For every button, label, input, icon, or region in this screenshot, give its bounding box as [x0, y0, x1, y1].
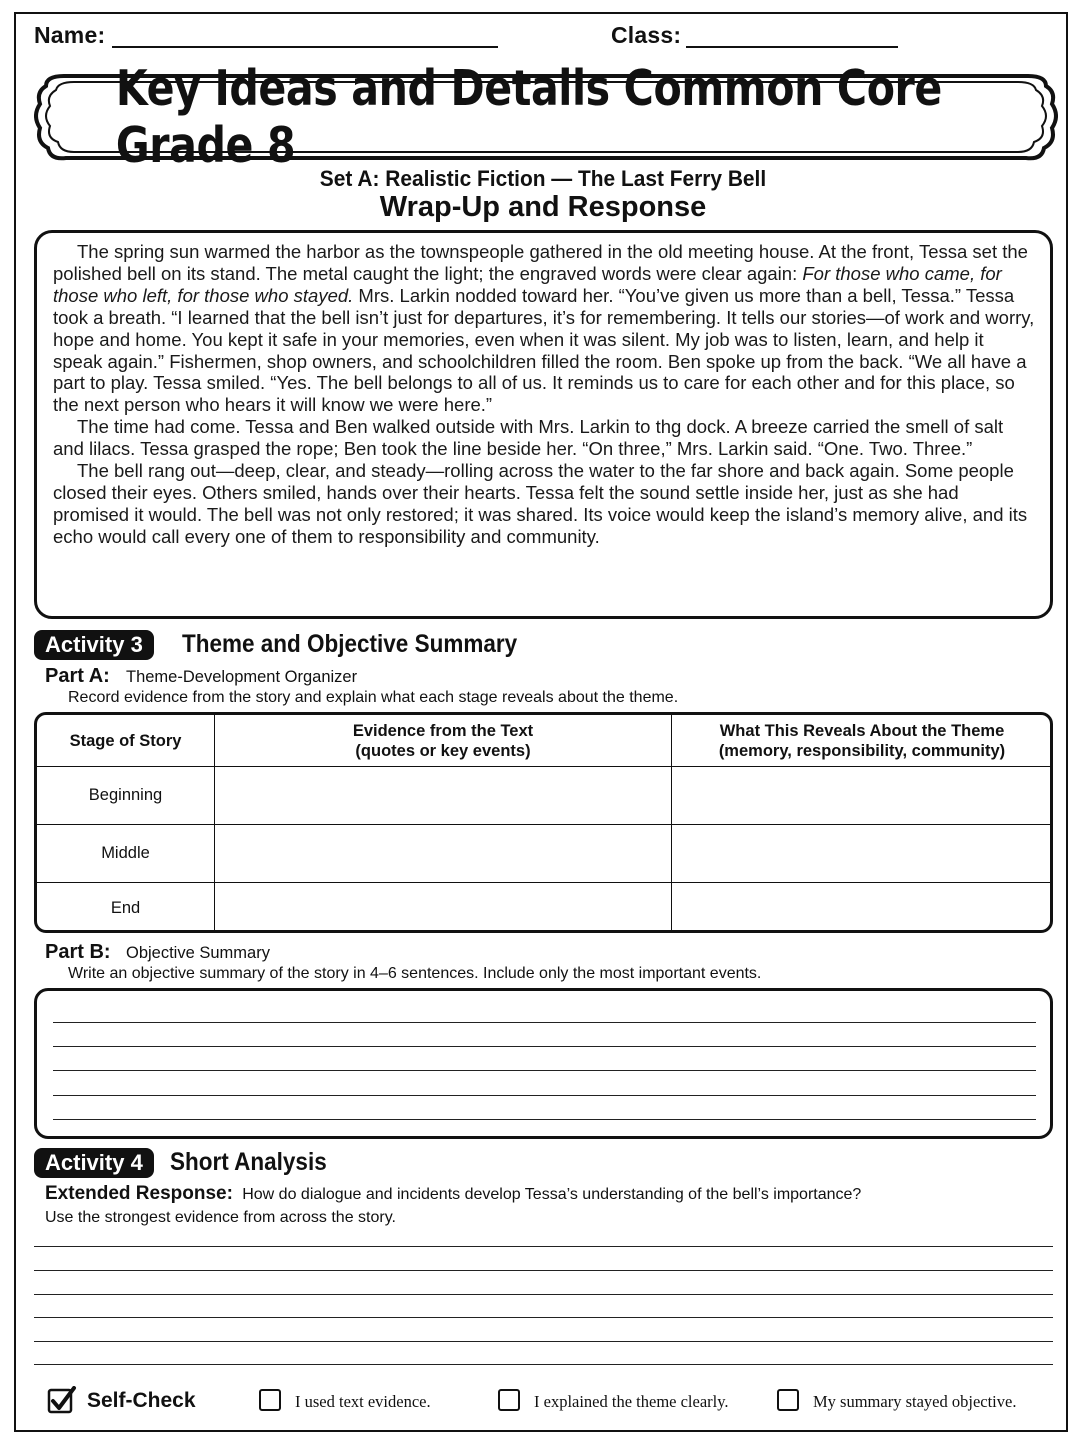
- writing-line: [53, 1022, 1036, 1023]
- evidence-cell-beginning[interactable]: [216, 767, 670, 823]
- checkbox-summary-objective[interactable]: [777, 1389, 799, 1411]
- theme-cell-end[interactable]: [673, 883, 1053, 931]
- row-label-beginning: Beginning: [88, 786, 163, 804]
- part-a-label: Part A:: [45, 665, 110, 687]
- activity-4-badge: Activity 4: [34, 1148, 154, 1178]
- title-banner: [34, 60, 1058, 174]
- extended-response-area[interactable]: [34, 1240, 1053, 1370]
- story-p1-inscription: For those who came, for those who left, for those who stayed.: [53, 262, 1002, 306]
- self-check-label: Self-Check: [87, 1389, 196, 1412]
- part-a-instructions: Record evidence from the story and explain what each stage reveals about the theme.: [68, 689, 679, 706]
- theme-cell-middle[interactable]: [673, 825, 1053, 881]
- name-label: Name:: [34, 22, 106, 48]
- class-field[interactable]: [686, 46, 898, 48]
- checkbox-label-theme-clearly: I explained the theme clearly.: [534, 1392, 729, 1411]
- story-paragraph-2: The time had come. Tessa and Ben walked outside with Mrs. Larkin to thg dock. A breeze carried the smell of salt and lilacs. Tessa grasped the rope; Ben took the line beside her. “On three,” Mrs. Larkin said. “One. Two. Three.”: [53, 416, 1004, 460]
- writing-line: [53, 1070, 1036, 1071]
- col-header-evidence-line1: Evidence from the Text: [352, 721, 534, 740]
- writing-line: [34, 1246, 1053, 1247]
- col-header-stage: [37, 715, 214, 766]
- writing-line: [34, 1341, 1053, 1342]
- self-check-checkmark-icon: [47, 1386, 77, 1416]
- story-text: [53, 241, 1038, 548]
- part-b-label: Part B:: [45, 941, 111, 963]
- writing-line: [34, 1270, 1053, 1271]
- activity-3-title: Theme and Objective Summary: [182, 630, 518, 658]
- col-header-theme-line1: What This Reveals About the Theme: [719, 721, 1005, 740]
- story-paragraph-1: [53, 241, 1038, 416]
- checkbox-theme-clearly[interactable]: [498, 1389, 520, 1411]
- name-field[interactable]: [112, 46, 498, 48]
- class-label: Class:: [611, 22, 682, 48]
- extended-response-note: Use the strongest evidence from across the story.: [45, 1209, 396, 1226]
- theme-cell-beginning[interactable]: [673, 767, 1053, 823]
- activity-4-title: Short Analysis: [170, 1148, 327, 1176]
- story-box: [34, 230, 1053, 619]
- checkbox-label-summary-objective: My summary stayed objective.: [813, 1392, 1017, 1411]
- page-title: Key Ideas and Details Common Core Grade 8: [115, 60, 942, 174]
- writing-line: [53, 1095, 1036, 1096]
- set-subtitle: Set A: Realistic Fiction — The Last Ferry Bell: [319, 166, 767, 191]
- extended-response-label: Extended Response:: [45, 1183, 233, 1204]
- part-a-desc: Theme-Development Organizer: [126, 668, 358, 686]
- part-b-instructions: Write an objective summary of the story in 4–6 sentences. Include only the most important events.: [68, 965, 762, 982]
- row-label-middle: Middle: [101, 844, 150, 862]
- evidence-cell-middle[interactable]: [216, 825, 670, 881]
- theme-organizer-table: [34, 712, 1053, 933]
- summary-writing-box[interactable]: [34, 988, 1053, 1139]
- story-p1-end: Mrs. Larkin nodded toward her. “You’ve given us more than a bell, Tessa.” Tessa took a breath. “I learned that the bell isn’t just for departures, it’s for remembering. It tells our stories—of work and worry, hope and home. You kept it safe in your memories, even when it was silent. My job was to listen, learn, and help it speak again.” Fishermen, shop owners, and schoolchildren filled the room. Ben spoke up from the back. “We all have a part to play. Tessa smiled. “Yes. The bell belongs to all of us. It reminds us to care for each other and for this place, so the next person who hears it will know we were here.”: [53, 284, 1035, 416]
- writing-line: [34, 1317, 1053, 1318]
- writing-line: [34, 1364, 1053, 1365]
- col-header-theme: [672, 715, 1052, 766]
- checkbox-label-text-evidence: I used text evidence.: [295, 1392, 431, 1411]
- activity-3-badge: Activity 3: [34, 630, 154, 660]
- writing-line: [34, 1294, 1053, 1295]
- evidence-cell-end[interactable]: [216, 883, 670, 931]
- col-header-stage-text: Stage of Story: [69, 731, 182, 750]
- part-b-desc: Objective Summary: [126, 944, 270, 962]
- story-p1-start: The spring sun warmed the harbor as the townspeople gathered in the old meeting house. At the front, Tessa set the polished bell on its stand. The metal caught the light; the engraved words were clear again:: [53, 241, 1028, 284]
- col-header-theme-line2: (memory, responsibility, community): [718, 741, 1006, 760]
- section-title: Wrap-Up and Response: [379, 191, 707, 223]
- extended-response-prompt: [45, 1183, 861, 1205]
- extended-response-question: How do dialogue and incidents develop Tessa’s understanding of the bell’s importance?: [242, 1186, 862, 1203]
- writing-line: [53, 1046, 1036, 1047]
- col-header-evidence: [215, 715, 671, 766]
- checkbox-text-evidence[interactable]: [259, 1389, 281, 1411]
- col-header-evidence-line2: (quotes or key events): [355, 741, 531, 760]
- row-label-end: End: [110, 898, 141, 917]
- story-paragraph-3: The bell rang out—deep, clear, and steady—rolling across the water to the far shore and back again. Some people closed their eyes. Others smiled, hands over their hearts. Tessa felt the sound settle inside her, just as she had promised it would. The bell was not only restored; it was shared. Its voice would keep the island’s memory alive, and its echo would call every one of them to responsibility and community.: [53, 460, 1028, 547]
- writing-line: [53, 1119, 1036, 1120]
